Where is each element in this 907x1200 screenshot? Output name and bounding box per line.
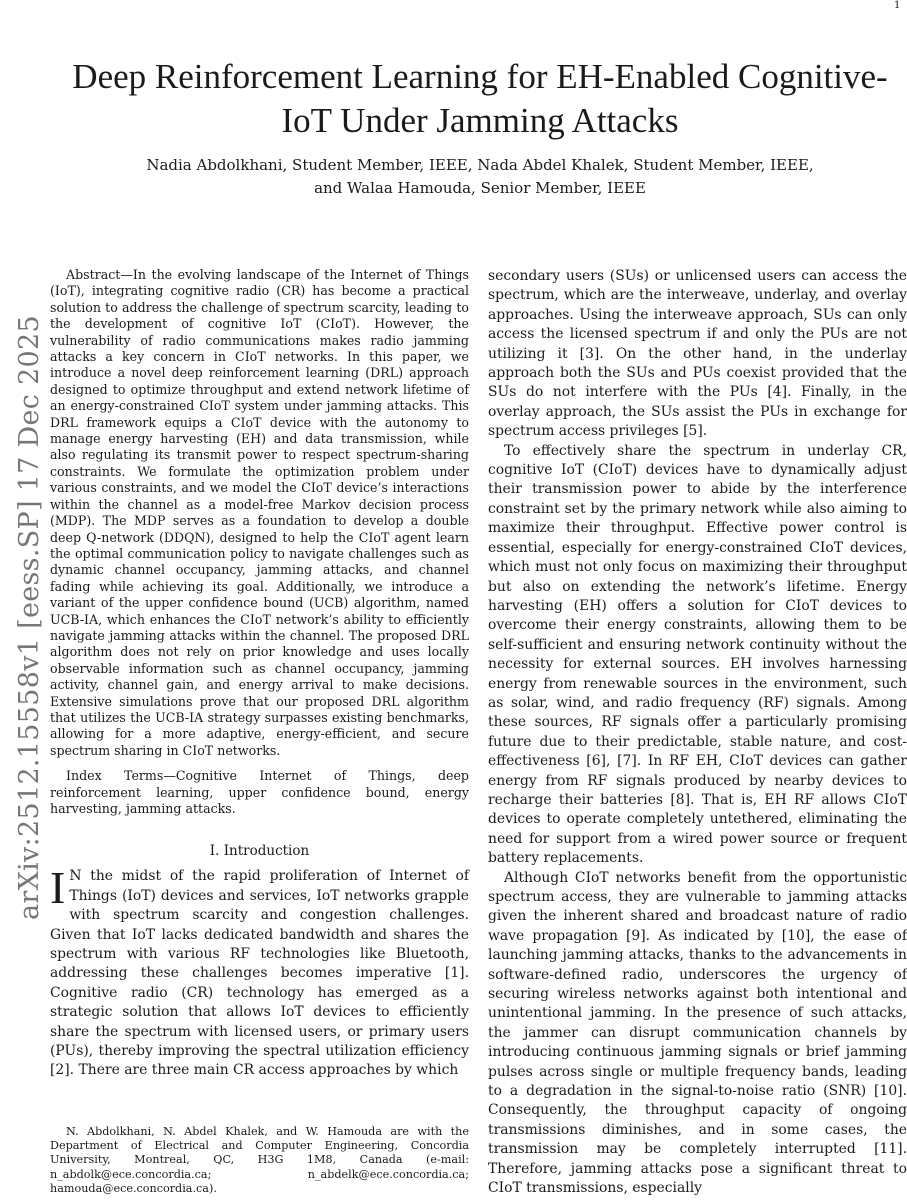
right-paragraph-1: secondary users (SUs) or unlicensed users can access the spectrum, which are the interweave, underlay, and overlay approaches. Using the interweave approach, SUs can only access the licensed spectrum if and only the PUs are not utilizing it [3]. On the other hand, in the underlay approach both the SUs and PUs coexist provided that the SUs do not interfere with the PUs [4]. Finally, in the overlay approach, the SUs assist the PUs in exchange for spectrum access privileges [5].	[488, 268, 907, 440]
arxiv-identifier: arXiv:2512.15558v1 [eess.SP] 17 Dec 2025	[14, 315, 45, 920]
authors-line-2: and Walaa Hamouda, Senior Member, IEEE	[314, 179, 646, 197]
affiliation-footnote	[50, 1125, 469, 1196]
footnote-text: N. Abdolkhani, N. Abdel Khalek, and W. Hamouda are with the Department of Electrical and Computer Engineering, Concordia University, Montreal, QC, H3G 1M8, Canada (e-mail: n_abdolk@ece.concordia.ca; n_abdelk@ece.concordia.ca; hamouda@ece.concordia.ca).	[50, 1125, 469, 1195]
abstract	[50, 267, 469, 759]
page-number: 1	[894, 0, 901, 11]
section-heading-introduction: I. Introduction	[209, 843, 310, 860]
author-block	[60, 154, 900, 200]
index-terms	[50, 768, 469, 817]
paper-title: Deep Reinforcement Learning for EH-Enabled Cognitive-IoT Under Jamming Attacks	[72, 57, 888, 140]
left-column	[50, 267, 469, 1081]
intro-text: N the midst of the rapid proliferation of Internet of Things (IoT) devices and services, IoT networks grapple with spectrum scarcity and congestion challenges. Given that IoT lacks dedicated bandwidth and shares the spectrum with various RF technologies like Bluetooth, addressing these challenges becomes imperative [1]. Cognitive radio (CR) technology has emerged as a strategic solution that allows IoT devices to efficiently share the spectrum with licensed users, or primary users (PUs), thereby improving the spectral utilization efficiency [2]. There are three main CR access approaches by which	[50, 868, 469, 1079]
index-terms-text: Index Terms—Cognitive Internet of Things, deep reinforcement learning, upper confidence bound, energy harvesting, jamming attacks.	[50, 768, 469, 816]
abstract-text: Abstract—In the evolving landscape of the Internet of Things (IoT), integrating cognitive radio (CR) has become a practical solution to address the challenge of spectrum scarcity, leading to the development of cognitive IoT (CIoT). However, the vulnerability of radio communications makes radio jamming attacks a key concern in CIoT networks. In this paper, we introduce a novel deep reinforcement learning (DRL) approach designed to optimize throughput and extend network lifetime of an energy-constrained CIoT system under jamming attacks. This DRL framework equips a CIoT device with the autonomy to manage energy harvesting (EH) and data transmission, while also regulating its transmit power to respect spectrum-sharing constraints. We formulate the optimization problem under various constraints, and we model the CIoT device’s interactions within the channel as a model-free Markov decision process (MDP). The MDP serves as a foundation to develop a double deep Q-network (DDQN), designed to help the CIoT agent learn the optimal communication policy to navigate challenges such as dynamic channel occupancy, jamming attacks, and channel fading while achieving its goal. Additionally, we introduce a variant of the upper confidence bound (UCB) algorithm, named UCB-IA, which enhances the CIoT network’s ability to efficiently navigate jamming attacks within the channel. The proposed DRL algorithm does not rely on prior knowledge and uses locally observable information such as channel occupancy, jamming activity, channel gain, and energy arrival to make decisions. Extensive simulations prove that our proposed DRL algorithm that utilizes the UCB-IA strategy surpasses existing benchmarks, allowing for a more adaptive, energy-efficient, and secure spectrum sharing in CIoT networks.	[50, 267, 469, 758]
authors-line-1: Nadia Abdolkhani, Student Member, IEEE, Nada Abdel Khalek, Student Member, IEEE,	[146, 156, 814, 174]
intro-paragraph	[50, 862, 469, 1080]
drop-cap: I	[50, 862, 66, 914]
right-paragraph-3: Although CIoT networks benefit from the opportunistic spectrum access, they are vulnerable to jamming attacks given the inherent shared and broadcast nature of radio wave propagation [9]. As indicated by [10], the ease of launching jamming attacks, thanks to the advancements in software-defined radio, underscores the urgency of securing wireless networks against both intentional and unintentional jamming. In the presence of such attacks, the jammer can disrupt communication channels by introducing continuous jamming signals or brief jamming pulses across single or multiple frequency bands, leading to a degradation in the signal-to-noise ratio (SNR) [10]. Consequently, the throughput capacity of ongoing transmissions diminishes, and in some cases, the transmission may be completely interrupted [11]. Therefore, jamming attacks pose a significant threat to CIoT transmissions, especially	[488, 869, 907, 1197]
right-column	[488, 267, 907, 1199]
right-paragraph-2: To effectively share the spectrum in underlay CR, cognitive IoT (CIoT) devices have to dynamically adjust their transmission power to abide by the interference constraint set by the primary network while also aiming to maximize their throughput. Effective power control is essential, especially for energy-constrained CIoT devices, which must not only focus on maximizing their throughput but also on extending the network’s lifetime. Energy harvesting (EH) offers a solution for CIoT devices to overcome their energy constraints, allowing them to be self-sufficient and ensuring network continuity without the necessity for external sources. EH involves harnessing energy from renewable sources in the environment, such as solar, wind, and radio frequency (RF) signals. Among these sources, RF signals offer a particularly promising future due to their predictable, stable nature, and cost-effectiveness [6], [7]. In RF EH, CIoT devices can gather energy from RF signals produced by nearby devices to recharge their batteries [8]. That is, EH RF allows CIoT devices to operate completely untethered, eliminating the need for support from a wired power source or frequent battery replacements.	[488, 442, 907, 867]
